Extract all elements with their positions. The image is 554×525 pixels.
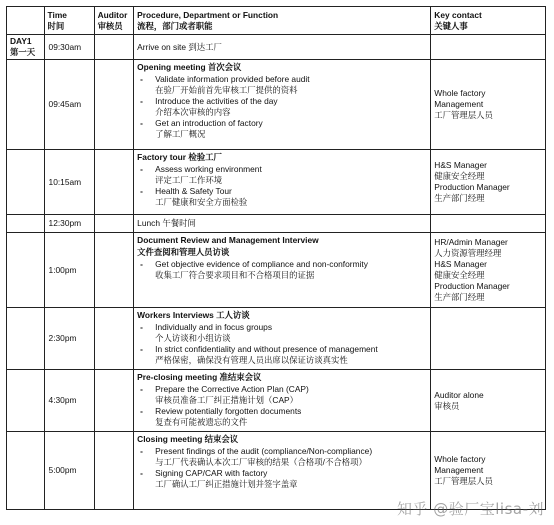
- header-procedure: Procedure, Department or Function 流程，部门或者职能: [134, 7, 431, 35]
- procedure-title: Opening meeting 首次会议: [137, 62, 242, 72]
- procedure-item-zh: 收集工厂符合要求项目和不合格项目的证据: [155, 270, 315, 280]
- schedule-row: [7, 233, 546, 308]
- procedure-item-zh: 了解工厂概况: [155, 129, 206, 139]
- day-cell: [7, 233, 45, 308]
- schedule-row: [7, 35, 546, 60]
- time-cell: 09:45am: [44, 60, 94, 150]
- procedure-item: [137, 96, 427, 118]
- procedure-item-zh: 严格保密，确保没有管理人员出席以保证访谈真实性: [155, 355, 348, 365]
- time-cell: 2:30pm: [44, 308, 94, 370]
- header-row: [7, 7, 546, 35]
- contact-line: 工厂管理层人员: [434, 476, 493, 486]
- contact-line: Auditor alone: [434, 389, 484, 400]
- auditor-cell: [94, 233, 134, 308]
- day-cell: [7, 432, 45, 510]
- contact-line: Management: [434, 99, 484, 109]
- contact-line: 人力资源管理经理: [434, 248, 502, 258]
- procedure-item-zh: 与工厂代表确认本次工厂审核的结果（合格项/不合格项）: [155, 457, 367, 467]
- procedure-item-en: - Signing CAP/CAR with factory: [155, 468, 268, 478]
- procedure-item: [137, 259, 427, 281]
- procedure-item-en: - In strict confidentiality and without presence of management: [155, 344, 378, 354]
- procedure-cell: [134, 215, 431, 233]
- header-contact: Key contact 关键人事: [431, 7, 546, 35]
- time-cell: 10:15am: [44, 150, 94, 215]
- procedure-cell: [134, 150, 431, 215]
- auditor-cell: [94, 432, 134, 510]
- procedure-item-zh: 审核员准备工厂纠正措施计划（CAP）: [155, 395, 299, 405]
- procedure-item-zh: 评定工厂工作环境: [155, 175, 223, 185]
- procedure-item: [137, 344, 427, 366]
- header-auditor: Auditor 审核员: [94, 7, 134, 35]
- audit-schedule-table: [6, 6, 546, 510]
- day-label: DAY1 第一天: [10, 36, 36, 57]
- procedure-cell: [134, 60, 431, 150]
- procedure-title: Closing meeting 结束会议: [137, 434, 239, 444]
- procedure-cell: [134, 370, 431, 432]
- time-cell: 1:00pm: [44, 233, 94, 308]
- day-cell: [7, 60, 45, 150]
- procedure-title-zh: 文件查阅和管理人员访谈: [137, 247, 230, 257]
- procedure-item: [137, 186, 427, 208]
- procedure-item-zh: 复查有可能被遗忘的文件: [155, 417, 248, 427]
- contact-line: 生产部门经理: [434, 292, 485, 302]
- header-day: [7, 7, 45, 35]
- header-time: Time 时间: [44, 7, 94, 35]
- procedure-item-en: - Validate information provided before audit: [155, 74, 310, 84]
- procedure-item-en: - Present findings of the audit (compliance/Non-compliance): [155, 446, 373, 456]
- procedure-item: [137, 446, 427, 468]
- procedure-list: [137, 322, 427, 366]
- procedure-item-zh: 介绍本次审核的内容: [155, 107, 231, 117]
- procedure-item: [137, 74, 427, 96]
- procedure-item-en: - Get an introduction of factory: [155, 118, 263, 128]
- contact-line: 健康安全经理: [434, 171, 485, 181]
- contact-cell: [431, 215, 546, 233]
- contact-line: Production Manager: [434, 182, 510, 192]
- auditor-cell: [94, 370, 134, 432]
- procedure-item-zh: 工厂健康和安全方面检验: [155, 197, 248, 207]
- contact-cell: [431, 233, 546, 308]
- contact-line: 工厂管理层人员: [434, 110, 493, 120]
- procedure-title: Pre-closing meeting 准结束会议: [137, 372, 262, 382]
- procedure-item: [137, 322, 427, 344]
- contact-cell: [431, 370, 546, 432]
- procedure-cell: [134, 35, 431, 60]
- procedure-item-en: - Introduce the activities of the day: [155, 96, 278, 106]
- contact-cell: [431, 308, 546, 370]
- procedure-list: [137, 384, 427, 428]
- procedure-item-en: - Prepare the Corrective Action Plan (CAP): [155, 384, 309, 394]
- watermark: 知乎 @验厂宝lisa-刘: [396, 500, 544, 518]
- contact-line: Whole factory: [434, 454, 486, 464]
- time-cell: 5:00pm: [44, 432, 94, 510]
- procedure-text: Arrive on site 到达工厂: [137, 41, 222, 52]
- procedure-item-en: - Assess working environment: [155, 164, 262, 174]
- auditor-cell: [94, 215, 134, 233]
- procedure-item: [137, 384, 427, 406]
- contact-cell: [431, 60, 546, 150]
- day-cell: [7, 308, 45, 370]
- contact-cell: [431, 150, 546, 215]
- time-cell: 4:30pm: [44, 370, 94, 432]
- procedure-item: [137, 164, 427, 186]
- schedule-row: [7, 60, 546, 150]
- procedure-item: [137, 468, 427, 490]
- day-cell: [7, 150, 45, 215]
- procedure-item-en: - Review potentially forgotten documents: [155, 406, 302, 416]
- schedule-row: [7, 370, 546, 432]
- procedure-list: [137, 446, 427, 490]
- contact-line: Production Manager: [434, 281, 510, 291]
- contact-line: 健康安全经理: [434, 270, 485, 280]
- schedule-row: [7, 215, 546, 233]
- contact-line: Management: [434, 465, 484, 475]
- procedure-cell: [134, 233, 431, 308]
- schedule-row: [7, 308, 546, 370]
- procedure-list: [137, 74, 427, 140]
- contact-line: Whole factory: [434, 88, 486, 98]
- auditor-cell: [94, 35, 134, 60]
- contact-line: H&S Manager: [434, 160, 487, 170]
- contact-line: HR/Admin Manager: [434, 237, 508, 247]
- schedule-row: [7, 150, 546, 215]
- procedure-cell: [134, 308, 431, 370]
- procedure-item-zh: 个人访谈和小组访谈: [155, 333, 231, 343]
- procedure-text: Lunch 午餐时间: [137, 218, 196, 228]
- procedure-list: [137, 259, 427, 281]
- procedure-item-zh: 工厂确认工厂纠正措施计划并签字盖章: [155, 479, 298, 489]
- procedure-title: Workers Interviews 工人访谈: [137, 310, 250, 320]
- contact-cell: [431, 35, 546, 60]
- procedure-item-en: - Individually and in focus groups: [155, 322, 273, 332]
- procedure-item-en: - Health & Safety Tour: [155, 186, 232, 196]
- procedure-item-en: - Get objective evidence of compliance and non-conformity: [155, 259, 368, 269]
- procedure-title: Factory tour 检验工厂: [137, 152, 222, 162]
- procedure-cell: [134, 432, 431, 510]
- day-cell: [7, 370, 45, 432]
- auditor-cell: [94, 60, 134, 150]
- procedure-item: [137, 118, 427, 140]
- time-cell: 12:30pm: [44, 215, 94, 233]
- day-cell: [7, 215, 45, 233]
- procedure-item-zh: 在验厂开始前首先审核工厂提供的资料: [155, 85, 298, 95]
- procedure-title: Document Review and Management Interview: [137, 235, 319, 245]
- procedure-list: [137, 164, 427, 208]
- auditor-cell: [94, 308, 134, 370]
- auditor-cell: [94, 150, 134, 215]
- contact-line: 生产部门经理: [434, 193, 485, 203]
- procedure-item: [137, 406, 427, 428]
- contact-line: H&S Manager: [434, 259, 487, 269]
- day-cell: [7, 35, 45, 60]
- time-cell: 09:30am: [44, 35, 94, 60]
- contact-line: 审核员: [434, 400, 460, 411]
